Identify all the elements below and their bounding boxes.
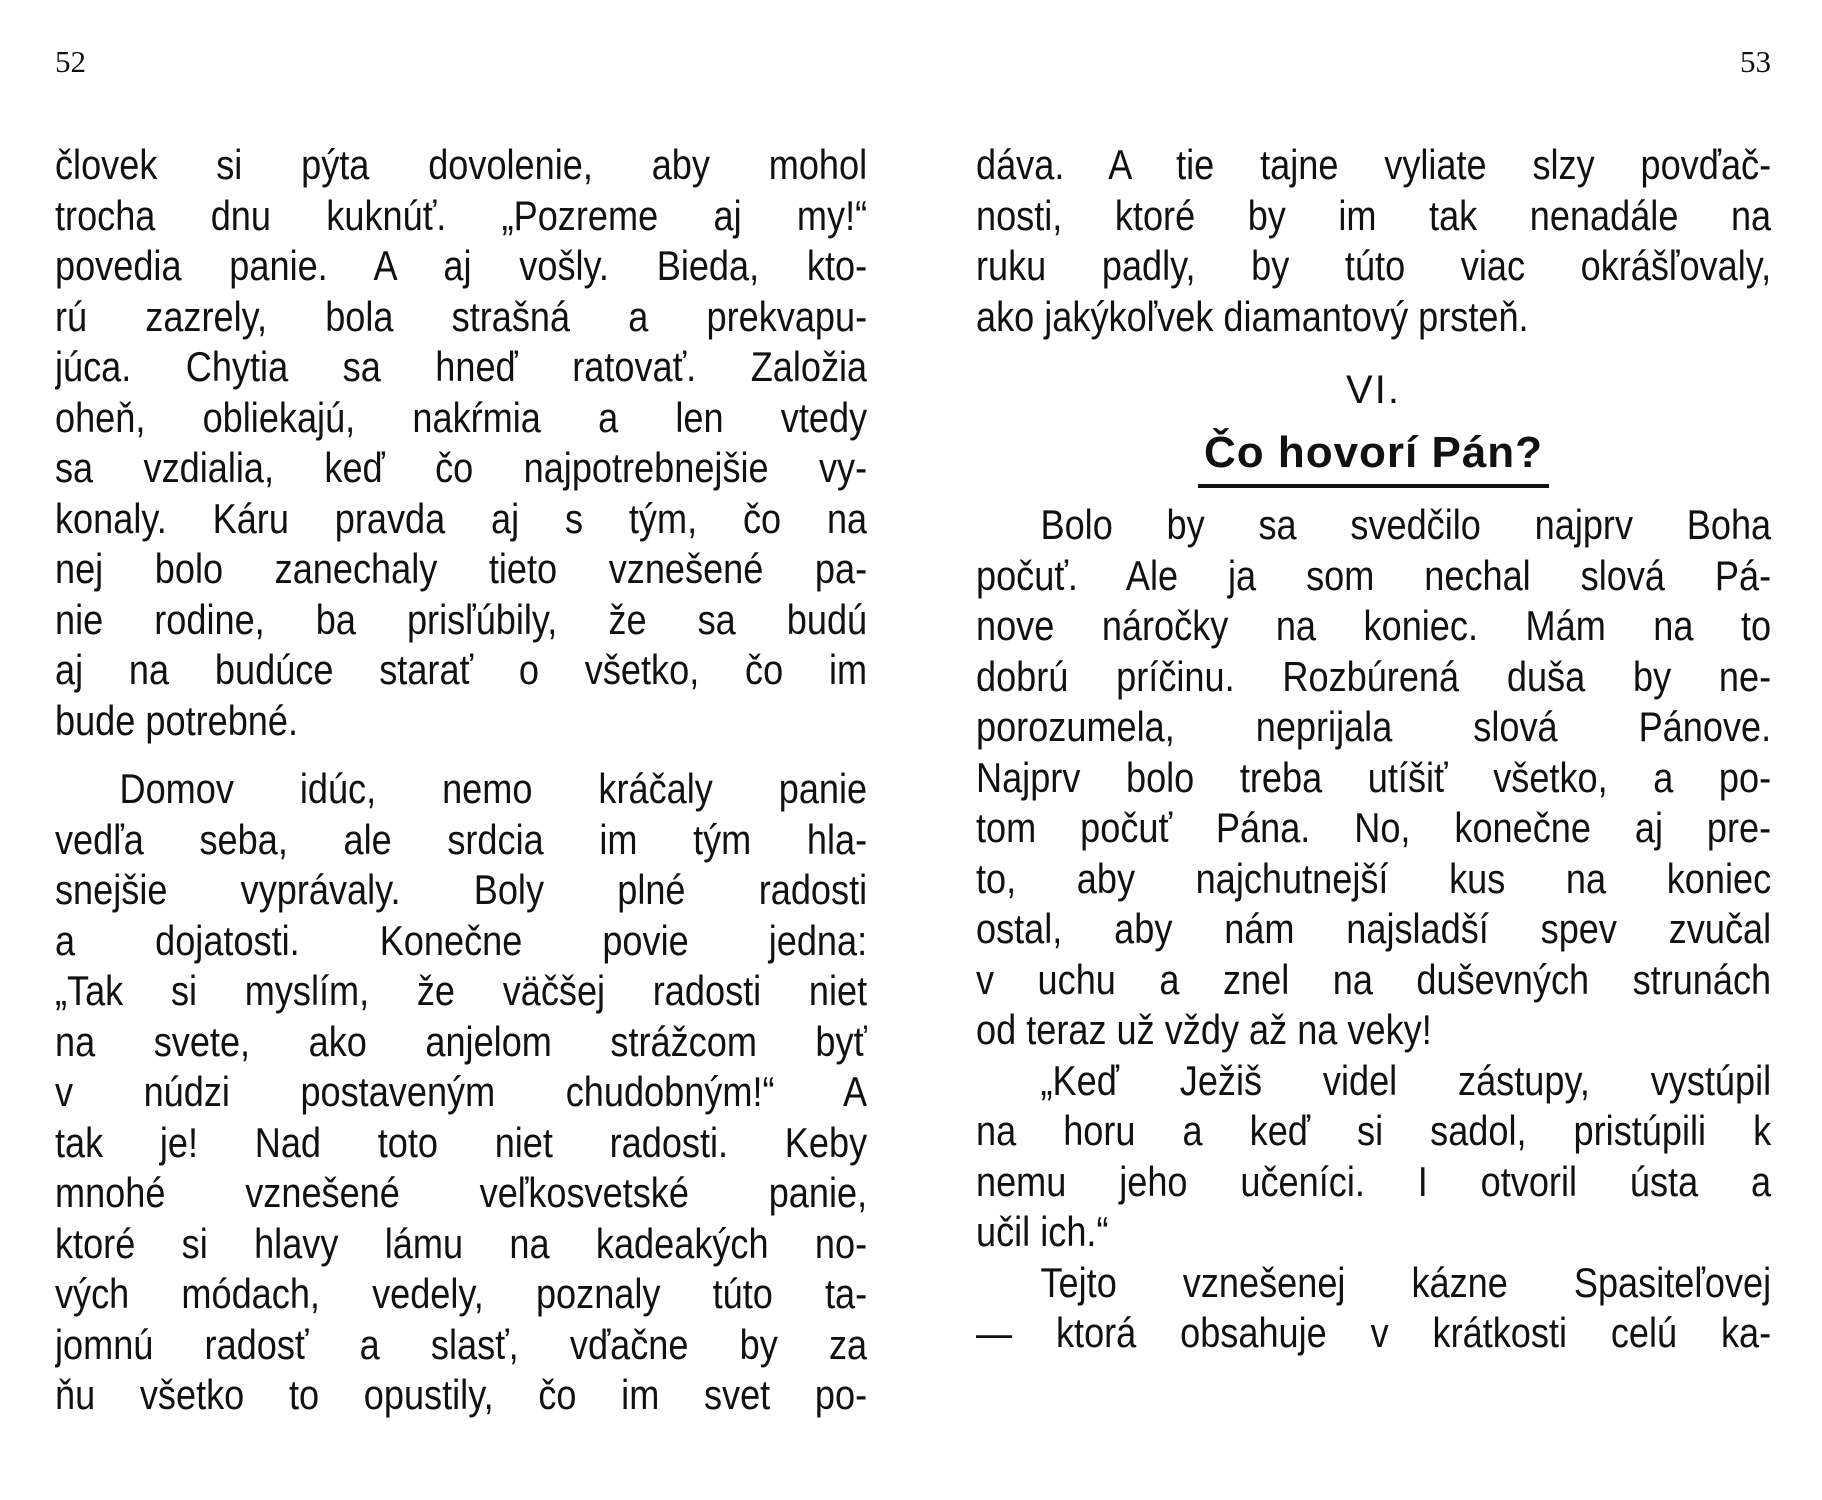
text-line: od teraz už vždy až na veky! [976,1006,1432,1053]
text-line: počuť. Ale ja som nechal slová Pá- [976,551,1772,599]
text-line: dobrú príčinu. Rozbúrená duša by ne- [976,652,1772,700]
text-line: učil ich.“ [976,1208,1109,1255]
text-line: sa vzdialia, keď čo najpotrebnejšie vy- [55,444,868,491]
text-line: vých módach, vedely, poznaly túto ta- [55,1270,868,1317]
text-line: ruku padly, by túto viac okrášľovaly, [976,242,1772,289]
text-line: nove náročky na koniec. Mám na to [976,602,1772,649]
text-line: snejšie vyprávaly. Boly plné radosti [55,866,868,913]
text-line: tak je! Nad toto niet radosti. Keby [55,1118,868,1166]
text-line: „Keď Ježiš videl zástupy, vystúpil [1040,1056,1772,1104]
text-line: nie rodine, ba prisľúbily, že sa budú [55,595,868,643]
text-line: oheň, obliekajú, nakŕmia a len vtedy [55,393,868,441]
text-line: — ktorá obsahuje v krátkosti celú ka- [976,1309,1772,1356]
text-line: mnohé vznešené veľkosvetské panie, [55,1169,868,1216]
text-line: porozumela, neprijala slová Pánove. [976,703,1772,750]
text-line: na svete, ako anjelom strážcom byť [55,1017,868,1065]
left-page [55,0,867,1500]
chapter-heading [976,424,1771,488]
text-line: nej bolo zanechaly tieto vznešené pa- [55,545,868,592]
text-line: Domov idúc, nemo kráčaly panie [119,765,868,812]
text-line: aj na budúce starať o všetko, čo im [55,646,868,693]
text-line: v uchu a znel na duševných strunách [976,955,1772,1003]
text-line: a dojatosti. Konečne povie jedna: [55,916,868,964]
text-line: konaly. Káru pravda aj s tým, čo na [55,494,868,542]
text-line: nemu jeho učeníci. I otvoril ústa a [976,1157,1772,1205]
text-line: ostal, aby nám najsladší spev zvučal [976,905,1772,952]
page-number: 53 [1740,44,1771,79]
text-line: povedia panie. A aj vošly. Bieda, kto- [55,242,868,289]
text-line: ako jakýkoľvek diamantový prsteň. [976,292,1529,340]
right-page [976,0,1771,1500]
text-line: to, aby najchutnejší kus na koniec [976,854,1772,902]
text-line: tom počuť Pána. No, konečne aj pre- [976,804,1772,851]
text-line: človek si pýta dovolenie, aby mohol [55,141,868,188]
text-line: ktoré si hlavy lámu na kadeakých no- [55,1219,868,1267]
text-line: júca. Chytia sa hneď ratovať. Založia [55,343,868,390]
text-line: „Tak si myslím, že väčšej radosti niet [55,967,868,1014]
chapter-number: VI. [1346,368,1401,412]
text-line: trocha dnu kuknúť. „Pozreme aj my!“ [55,191,868,239]
text-line: Najprv bolo treba utíšiť všetko, a po- [976,753,1772,801]
page-body [55,140,867,1421]
text-line: vedľa seba, ale srdcia im tým hla- [55,815,868,863]
text-line: Tejto vznešenej kázne Spasiteľovej [1040,1258,1772,1306]
text-line: bude potrebné. [55,696,299,744]
text-line: v núdzi postaveným chudobným!“ A [55,1068,868,1115]
text-line: nosti, ktoré by im tak nenadále na [976,191,1772,239]
text-line: Bolo by sa svedčilo najprv Boha [1040,501,1772,548]
chapter-title: Čo hovorí Pán? [1198,424,1549,488]
page-body [976,140,1771,1359]
text-line: rú zazrely, bola strašná a prekvapu- [55,292,868,340]
text-line: jomnú radosť a slasť, vďačne by za [55,1320,868,1368]
page-number: 52 [55,44,86,79]
text-line: na horu a keď si sadol, pristúpili k [976,1107,1772,1154]
text-line: ňu všetko to opustily, čo im svet po- [55,1371,868,1418]
text-line: dáva. A tie tajne vyliate slzy povďač- [976,141,1772,188]
